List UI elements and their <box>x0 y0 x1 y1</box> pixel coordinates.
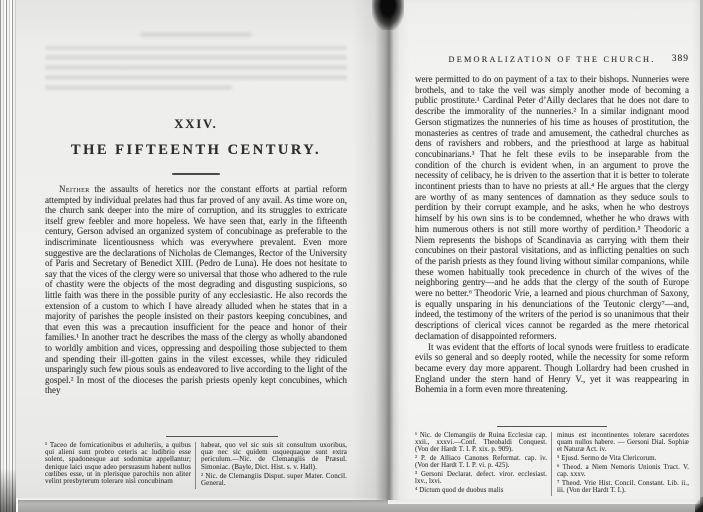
running-head-text: DEMORALIZATION OF THE CHURCH. <box>448 55 656 64</box>
body-paragraph-2: It was evident that the efforts of local synods were fruitless to eradicate evils so general and so deeply rooted, while the necessity for some reform became every day more apparent. Though Lollardry had been crushed in England under the stern hand of Henry V., yet it was reappearing in Bohemia in a form even more threatening. <box>415 341 689 395</box>
chapter-title-heading: THE FIFTEENTH CENTURY. <box>70 142 322 158</box>
left-page <box>16 0 388 498</box>
right-page-body <box>415 74 689 395</box>
bottom-right-page-corner-shadow <box>695 496 703 512</box>
bleed-through-ghost-text <box>45 32 347 95</box>
page-number: 389 <box>671 54 689 64</box>
footnote-item: ⁶ Theod. a Niem Nemoris Unionis Tract. V. cap. xxxv. <box>557 464 689 478</box>
footnote-item: ⁷ Theod. Vrie Hist. Concil. Constant. Lib. ii., iii. (Von der Hardt T. I.). <box>557 480 689 494</box>
footnote-item: ⁵ Ejusd. Sermo de Vita Clericorum. <box>557 455 657 462</box>
lead-word: Neither <box>59 184 90 194</box>
footnote-column-1 <box>45 442 191 489</box>
running-head <box>415 55 689 64</box>
ghost-line <box>45 55 347 60</box>
footnote-item: ¹ Nic. de Clemangiis de Ruina Ecclesiæ cap. xxii., xxxvi.—Conf. Theobaldi Conquest. (Von der Hardt T. I. P. xix. p. 909). <box>415 432 547 453</box>
footnote-item: ³ Gersoni Declarat. defect. viror. ecclesiast. lxv., lxvi. <box>415 471 547 485</box>
body-paragraph-1: were permitted to do on payment of a tax to their bishops. Nunneries were brothels, and to take the veil was simply another mode of becoming a public prostitute.¹ Cardinal Peter d’Ailly declares that he does not dare to describe the immorality of the nunneries.² In a similar indignant mood Gerson stigmatizes the nunneries of his time as houses of prostitution, the monasteries as centres of trade and amusement, the cathedral churches as dens of ravishers and robbers, and the priesthood at large as habitual concubinarians.³ That he felt these evils to be inseparable from the condition of the church is evident when, in an argument to prove the necessity of celibacy, he is driven to the assertion that it is better to tolerate incontinent priests than to have no priests at all.⁴ He argues that the clergy are worthy of as many sentences of damnation as they seduce souls to perdition by their corrupt example, and he asks, when he who destroys himself by his own sins is to be condemned, whether he who draws with him numerous others is not still more worthy of perdition.⁵ Theodoric a Niem represents the bishops of Scandinavia as carrying with them their concubines on their pastoral visitations, and as inflicting penalties on such of the parish priests as they found living without similar companions, while these women habitually took precedence in church of the wives of the neighboring gentry—and he adds that the clergy of the south of Europe were no better.⁶ Theodoric Vrie, a learned and pious churchman of Saxony, is equally unsparing in his denunciations of the Teutonic clergy⁷—and, indeed, the testimony of the writers of the period is so unanimous that their descriptions of clerical vices cannot be regarded as the mere rhetorical declamation of disappointed reformers. <box>415 74 689 341</box>
spine-top-shadow <box>372 0 404 30</box>
ghost-line <box>45 75 347 80</box>
ghost-line <box>45 85 232 90</box>
footnote-separator-left <box>166 436 278 437</box>
bottom-left-shadow <box>0 468 16 512</box>
chapter-number-heading: XXIV. <box>174 117 218 131</box>
left-page-body-paragraph <box>45 184 347 396</box>
ghost-line <box>140 32 252 37</box>
ghost-line <box>45 46 347 51</box>
footnote-item: habeat, quo vel sic suis sit consultum uxoribus, quæ nec sic quidem usquequaque sunt extra periculum.—Nic. de Clemangiis de Præsul. Simoniac. (Bayle, Dict. Hist. s. v. Hall). <box>201 441 347 471</box>
footnote-item: ² Nic. de Clemangiis Disput. super Mater. Concil. General. <box>201 471 347 488</box>
right-page <box>388 0 700 502</box>
footnote-item: ² P. de Alliaco Canones Reformat. cap. iv. (Von der Hardt T. I. P. vi. p. 425). <box>415 455 547 469</box>
footnote-column-2 <box>195 442 347 489</box>
footnote-item: ⁴ Dictum quod de duobus malis <box>415 487 504 494</box>
chapter-title-rule <box>172 173 220 175</box>
right-page-footnotes <box>415 432 689 496</box>
footnote-item: ¹ Taceo de fornicationibus et adulteriis, a quibus qui alieni sunt probro ceteris ac ludibrio esse solent, spadonesque aut sodomitæ appellantur; denique laici usque adeo persuasum habent nullos cœlibes esse, ut in plerisque parochiis non aliter velint presbyterum tolerare nisi concubinam <box>45 441 191 486</box>
left-page-body-text: the assaults of heretics nor the constant efforts at partial reform attempted by individual prelates had thus far proved of any avail. As time wore on, the church sank deeper into the mire of corruption, and its struggles to extricate itself grew feebler and more hopeless. We have seen that, early in the fifteenth century, Gerson advised an organized system of concubinage as preferable to the indiscriminate licentiousness which was everywhere prevalent. Even more suggestive are the declarations of Nicholas de Clemanges, Rector of the University of Paris and Secretary of Benedict XIII. (Pedro de Luna). He does not hesitate to say that the vices of the clergy were so universal that those who adhered to the rule of chastity were the objects of the most degrading and disgusting suspicions, so little faith was there in the possible purity of any ecclesiastic. He also records the extension of a custom to which I have already alluded when he states that in a majority of parishes the people insisted on their pastors keeping concubines, and that even this was a precaution insufficient for the peace and honor of their families.¹ In another tract he describes the mass of the clergy as wholly abandoned to worldly ambition and vices, oppressing and despoiling those subjected to them and spending their ill-gotten gains in the vilest excesses, while they ridiculed unsparingly such few pious souls as endeavored to live according to the light of the gospel.² In most of the dioceses the parish priests openly kept concubines, which they <box>45 184 347 396</box>
left-page-footnotes <box>45 442 347 489</box>
footnote-column-1 <box>415 432 547 496</box>
footnote-column-2 <box>551 432 689 496</box>
ghost-line <box>45 65 347 70</box>
footnote-item: minus est incontinentes tolerare sacerdotes quam nullos habere. — Gersoni Dial. Sophiæ et Naturæ Act. iv. <box>557 432 689 453</box>
footnote-separator-right <box>497 426 607 427</box>
